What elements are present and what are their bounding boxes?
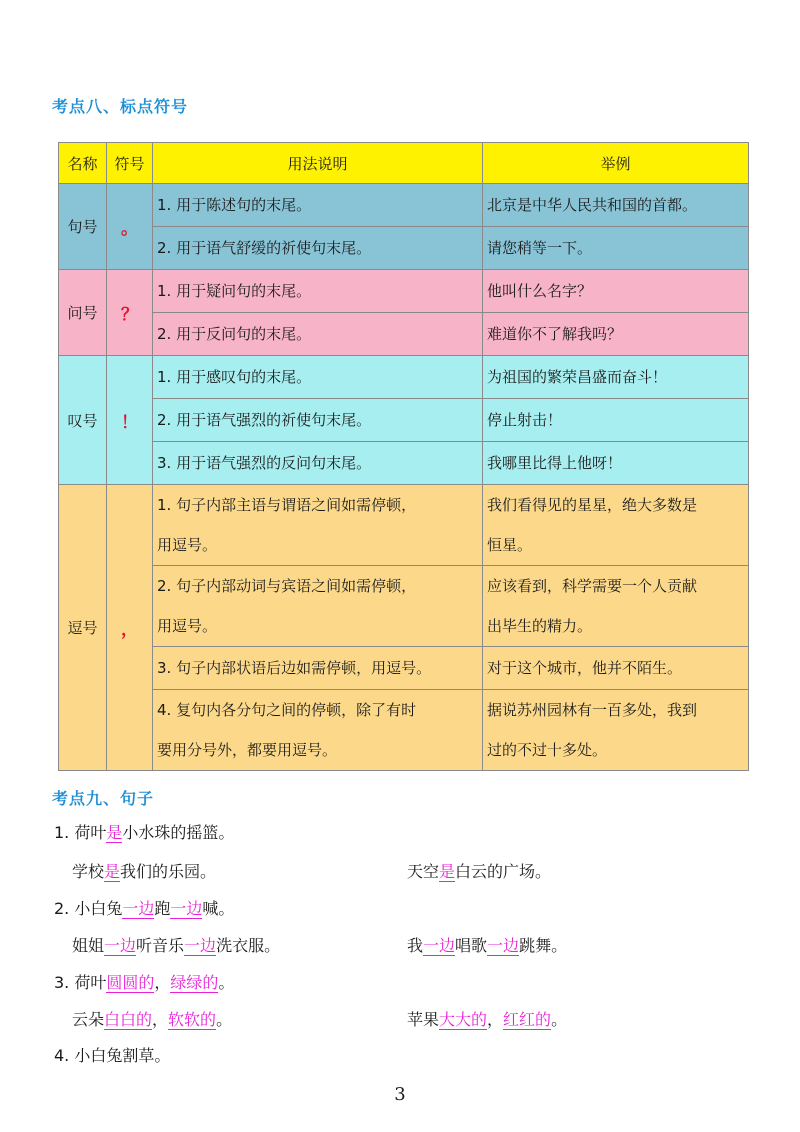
header-name: 名称 (59, 143, 107, 184)
sentence-item-2 (54, 896, 234, 919)
table-row (59, 485, 749, 566)
text: 云朵 (72, 1010, 105, 1029)
example-left (72, 859, 216, 882)
example-left (72, 1007, 232, 1030)
table-row (59, 399, 749, 442)
highlight-word: 是 (106, 823, 123, 842)
text: 苹果 (407, 1010, 440, 1029)
highlight-word: 圆圆的 (106, 973, 155, 992)
punct-symbol: ！ (107, 356, 153, 485)
highlight-word: 软软的 (168, 1010, 217, 1029)
text: 小白兔割草。 (74, 1046, 171, 1065)
table-row (59, 647, 749, 690)
highlight-word: 一边 (423, 936, 456, 955)
text: 洗衣服。 (216, 936, 281, 955)
punct-name: 句号 (59, 184, 107, 270)
example-line: 我们看得见的星星，绝大多数是 (487, 496, 698, 514)
text: 学校 (72, 862, 105, 881)
example-cell: 对于这个城市，他并不陌生。 (483, 647, 749, 690)
header-symbol: 符号 (107, 143, 153, 184)
text: 唱歌 (455, 936, 488, 955)
section-heading-punctuation: 考点八、标点符号 (52, 97, 189, 116)
table-row (59, 690, 749, 771)
punct-symbol: 。 (107, 184, 153, 270)
highlight-word: 大大的 (439, 1010, 488, 1029)
usage-line: 2. 句子内部动词与宾语之间如需停顿， (157, 577, 417, 595)
item-number: 2. (54, 899, 70, 918)
section-heading-sentences: 考点九、句子 (52, 789, 155, 808)
page-number: 3 (394, 1084, 406, 1105)
text: 喊。 (202, 899, 235, 918)
text: 白云的广场。 (455, 862, 552, 881)
highlight-word: 一边 (184, 936, 217, 955)
highlight-word: 是 (104, 862, 121, 881)
usage-cell (153, 485, 483, 566)
text: 跳舞。 (519, 936, 568, 955)
punct-name: 问号 (59, 270, 107, 356)
table-header-row (59, 143, 749, 184)
example-right (407, 859, 551, 882)
text: 我们的乐园。 (120, 862, 217, 881)
text: 跑 (154, 899, 171, 918)
usage-line: 用逗号。 (157, 617, 218, 635)
example-line: 应该看到，科学需要一个人贡献 (487, 577, 698, 595)
example-cell: 我哪里比得上他呀！ (483, 442, 749, 485)
usage-cell (153, 566, 483, 647)
example-cell: 北京是中华人民共和国的首都。 (483, 184, 749, 227)
usage-cell: 2. 用于语气强烈的祈使句末尾。 (153, 399, 483, 442)
text: 。 (551, 1010, 568, 1029)
punct-symbol: ， (107, 485, 153, 771)
table-row (59, 184, 749, 227)
example-right (407, 1007, 567, 1030)
highlight-word: 白白的 (104, 1010, 153, 1029)
text: 听音乐 (136, 936, 185, 955)
usage-cell: 2. 用于反问句的末尾。 (153, 313, 483, 356)
item-number: 4. (54, 1046, 70, 1065)
text: 我 (407, 936, 424, 955)
usage-line: 4. 复句内各分句之间的停顿，除了有时 (157, 701, 417, 719)
highlight-word: 一边 (122, 899, 155, 918)
text: 天空 (407, 862, 440, 881)
table-row (59, 442, 749, 485)
example-line: 恒星。 (487, 536, 533, 554)
example-line: 过的不过十多处。 (487, 741, 608, 759)
text: 。 (218, 973, 235, 992)
highlight-word: 是 (439, 862, 456, 881)
table-row (59, 270, 749, 313)
text: 小白兔 (74, 899, 123, 918)
item-number: 3. (54, 973, 70, 992)
text: ， (152, 1010, 169, 1029)
text: 姐姐 (72, 936, 105, 955)
punctuation-table (58, 142, 749, 771)
usage-line: 要用分号外，都要用逗号。 (157, 741, 338, 759)
text: 荷叶 (74, 823, 107, 842)
table-row (59, 313, 749, 356)
sentence-item-3 (54, 970, 234, 993)
example-right (407, 933, 567, 956)
header-example: 举例 (483, 143, 749, 184)
highlight-word: 绿绿的 (170, 973, 219, 992)
example-cell (483, 690, 749, 771)
example-line: 据说苏州园林有一百多处，我到 (487, 701, 698, 719)
usage-cell: 2. 用于语气舒缓的祈使句末尾。 (153, 227, 483, 270)
usage-line: 1. 句子内部主语与谓语之间如需停顿， (157, 496, 417, 514)
highlight-word: 一边 (170, 899, 203, 918)
punct-symbol: ？ (107, 270, 153, 356)
usage-line: 用逗号。 (157, 536, 218, 554)
example-left (72, 933, 280, 956)
table-row (59, 356, 749, 399)
example-cell (483, 485, 749, 566)
highlight-word: 一边 (104, 936, 137, 955)
example-cell: 难道你不了解我吗？ (483, 313, 749, 356)
usage-cell: 3. 句子内部状语后边如需停顿，用逗号。 (153, 647, 483, 690)
sentence-item-1 (54, 820, 234, 843)
header-usage: 用法说明 (153, 143, 483, 184)
usage-cell: 1. 用于陈述句的末尾。 (153, 184, 483, 227)
highlight-word: 一边 (487, 936, 520, 955)
example-cell: 为祖国的繁荣昌盛而奋斗！ (483, 356, 749, 399)
example-cell (483, 566, 749, 647)
text: ， (154, 973, 171, 992)
usage-cell: 3. 用于语气强烈的反问句末尾。 (153, 442, 483, 485)
text: 小水珠的摇篮。 (122, 823, 235, 842)
table-row (59, 227, 749, 270)
example-cell: 停止射击！ (483, 399, 749, 442)
example-cell: 他叫什么名字？ (483, 270, 749, 313)
highlight-word: 红红的 (503, 1010, 552, 1029)
usage-cell (153, 690, 483, 771)
usage-cell: 1. 用于感叹句的末尾。 (153, 356, 483, 399)
table-row (59, 566, 749, 647)
example-cell: 请您稍等一下。 (483, 227, 749, 270)
item-number: 1. (54, 823, 70, 842)
example-line: 出毕生的精力。 (487, 617, 593, 635)
text: ， (487, 1010, 504, 1029)
usage-cell: 1. 用于疑问句的末尾。 (153, 270, 483, 313)
punct-name: 逗号 (59, 485, 107, 771)
punct-name: 叹号 (59, 356, 107, 485)
text: 。 (216, 1010, 233, 1029)
sentence-item-4 (54, 1043, 170, 1066)
text: 荷叶 (74, 973, 107, 992)
